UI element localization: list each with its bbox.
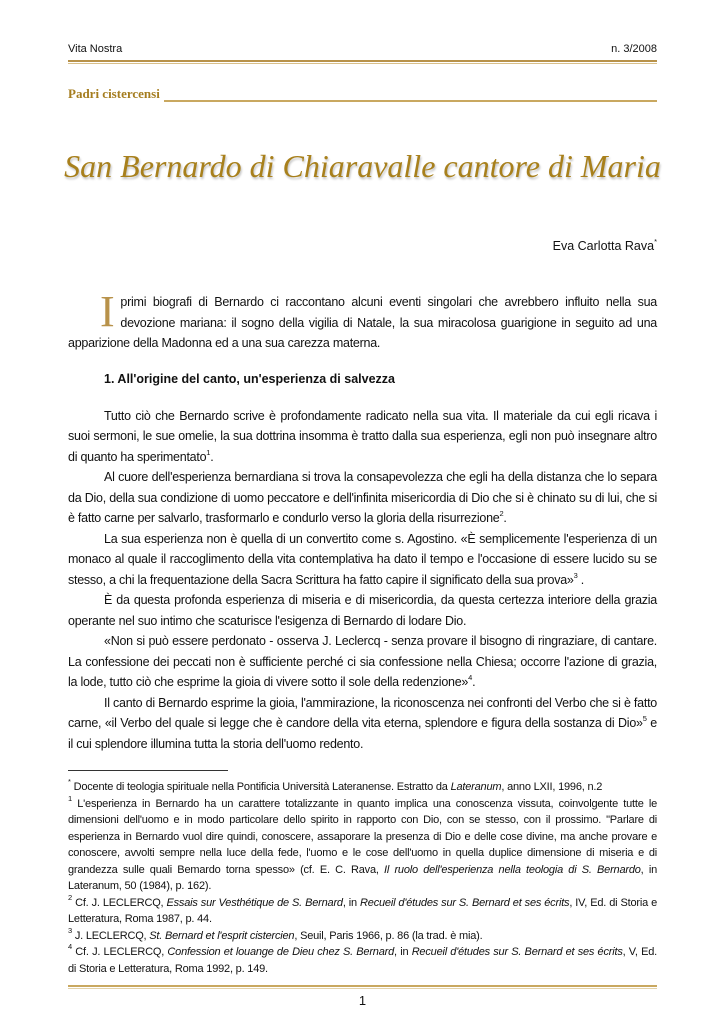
paragraph [68, 631, 657, 693]
footnote-italic: Essais sur Vesthétique de S. Bernard [166, 896, 343, 909]
paragraph-text: Al cuore dell'esperienza bernardiana si trova la consapevolezza che egli ha della distanza che lo separa da Dio, della sua condizione di uomo peccatore e dell'infinita misericordia di Dio che si è chinato su di lui, che si è fatto carne per salvarlo, trasformarlo e condurlo verso la gloria della risurrezione [68, 470, 657, 525]
page-number: 1 [358, 993, 367, 1008]
footnote-mark: 2 [68, 892, 72, 902]
paragraph-text: È da questa profonda esperienza di miseria e di misericordia, da questa certezza interiore della grazia operante nel suo intimo che scaturisce l'esigenza di Bernardo di lodare Dio. [68, 593, 657, 628]
footnote [68, 925, 657, 945]
footnote-separator [68, 770, 228, 771]
footnote-text: , V, Ed. di Storia e Letteratura, Roma 1992, p. 149. [68, 946, 658, 975]
footnote-text: L'esperienza in Bernardo ha un carattere totalizzante in quanto implica una conoscenza vissuta, coinvolgente tutte le dimensioni dell'uomo e in modo particolare dello spirito in rapporto con Dio, con se stesso, con il prossimo. "Parlare di esperienza in Bernardo vuol dire quindi, conoscere, assaporare la presenza di Dio e delle cose divine, ma anche provare e conoscere, avvolti sempre nella luce della fede, l'uomo e le cose dell'uomo in quella duplice dimensione di miseria e di grandezza sulle quali Bemardo torna spesso» (cf. E. C. Rava, [68, 797, 657, 876]
footnote-mark: 3 [68, 925, 72, 935]
intro-text: primi biografi di Bernardo ci raccontano alcuni eventi singolari che avrebbero influito nella sua devozione mariana: il sogno della vigilia di Natale, la sua miracolosa guarigione in seguito ad una apparizione della Madonna ed a una sua carezza materna. [68, 295, 657, 350]
footnote-mark: 4 [68, 942, 72, 951]
footnote-italic: Il ruolo dell'esperienza nella teologia di S. Bernardo [384, 863, 641, 876]
footnote-italic: St. Bernard et l'esprit cistercien [149, 929, 295, 942]
section-heading: 1. All'origine del canto, un'esperienza di salvezza [104, 371, 395, 386]
paragraph-text: Tutto ciò che Bernardo scrive è profondamente radicato nella sua vita. Il materiale da cui egli ricava i suoi sermoni, le sue omelie, la sua dottrina insomma è tratto dalla sua esperienza, egli non può insegnare altro di quanto ha sperimentato [68, 408, 657, 464]
footnote-text: Cf. J. LECLERCQ, [71, 946, 168, 958]
paragraph [68, 406, 657, 468]
footnote-text: Cf. J. LECLERCQ, [71, 896, 167, 909]
footnote [68, 779, 657, 796]
footnote-italic: Lateranum [450, 781, 502, 793]
footnote-italic: Recueil d'études sur S. Bernard et ses écrits [360, 896, 570, 909]
article-title: San Bernardo di Chiaravalle cantore di Maria [64, 148, 661, 184]
footnotes [68, 779, 657, 977]
paragraph-text: Il canto di Bernardo esprime la gioia, l'ammirazione, la riconoscenza nei confronti del Verbo che si è fatto carne, «il Verbo del quale si legge che è candore della vita eterna, splendore e figura della sostanza di Dio» [68, 695, 657, 730]
drop-cap: I [100, 287, 115, 336]
footnote [68, 793, 657, 895]
author-footnote-mark: * [654, 237, 657, 246]
footnote [68, 944, 657, 977]
footnote-italic: Confession et louange de Dieu chez S. Bernard [167, 946, 395, 958]
footnote-ref[interactable]: 4 [468, 673, 473, 682]
footnote-ref[interactable]: 5 [642, 714, 647, 723]
footer-rule-thin [68, 988, 657, 989]
paragraph [68, 693, 657, 755]
footnote-text: , in [342, 896, 361, 909]
footnote-mark: 1 [68, 793, 72, 803]
footnote-ref[interactable]: 1 [206, 447, 211, 457]
section-rule [164, 90, 657, 102]
footnote-text: , anno LXII, 1996, n.2 [501, 781, 603, 793]
footnote-text: , IV, Ed. di Storia e Letteratura, Roma 1987, p. 44. [68, 896, 658, 925]
footnote-text: , in [394, 946, 412, 958]
paragraph-text: . [210, 449, 214, 464]
footnote-text: , in Lateranum, 50 (1984), p. 162). [68, 863, 657, 892]
paragraph-text: e il cui splendore illumina tutta la storia dell'uomo redento. [68, 716, 657, 751]
journal-name: Vita Nostra [68, 43, 123, 55]
footer-rule [68, 985, 657, 987]
footnote-mark: * [68, 777, 71, 786]
footnote-text: Docente di teologia spirituale nella Pontificia Università Lateranense. Estratto da [70, 781, 451, 793]
paragraph-text: . [472, 675, 476, 689]
author-name: Eva Carlotta Rava [552, 239, 655, 253]
paragraph-text: . [503, 511, 507, 525]
author-line [68, 238, 657, 254]
header-rule-thin [68, 63, 657, 64]
paragraph [68, 590, 657, 631]
footnote-ref[interactable]: 2 [499, 509, 504, 518]
footnote-text: , Seuil, Paris 1966, p. 86 (la trad. è mia). [294, 929, 483, 942]
intro-paragraph [68, 287, 657, 354]
section-label-text: Padri cistercensi [68, 86, 160, 101]
article-body [68, 406, 657, 755]
footnote-text: J. LECLERCQ, [71, 929, 150, 942]
paragraph-text: . [577, 572, 584, 587]
issue-number: n. 3/2008 [611, 43, 657, 55]
footnote [68, 892, 658, 928]
paragraph [68, 529, 657, 591]
paragraph-text: La sua esperienza non è quella di un convertito come s. Agostino. «È semplicemente l'esperienza di un monaco al quale il raccoglimento della vita contemplativa ha dato il tempo e l'occasione di essere lucido su se stesso, a chi la frequentazione della Sacra Scrittura ha fatto capire il significato della sua prova» [68, 531, 657, 587]
footnote-ref[interactable]: 3 [573, 570, 578, 580]
header-rule [68, 60, 657, 62]
paragraph-text: «Non si può essere perdonato - osserva J. Leclercq - senza provare il bisogno di ringraziare, di cantare. La confessione dei peccati non è sufficiente perché ci sia confessione nella Chiesa; occorre l'azione di grazia, la lode, tutto ciò che esprime la gioia di vivere sotto il sole della redenzione» [68, 634, 657, 689]
running-header [68, 42, 657, 56]
paragraph [68, 467, 657, 529]
section-label [68, 86, 657, 102]
footnote-italic: Recueil d'études sur S. Bernard et ses écrits [411, 946, 623, 958]
